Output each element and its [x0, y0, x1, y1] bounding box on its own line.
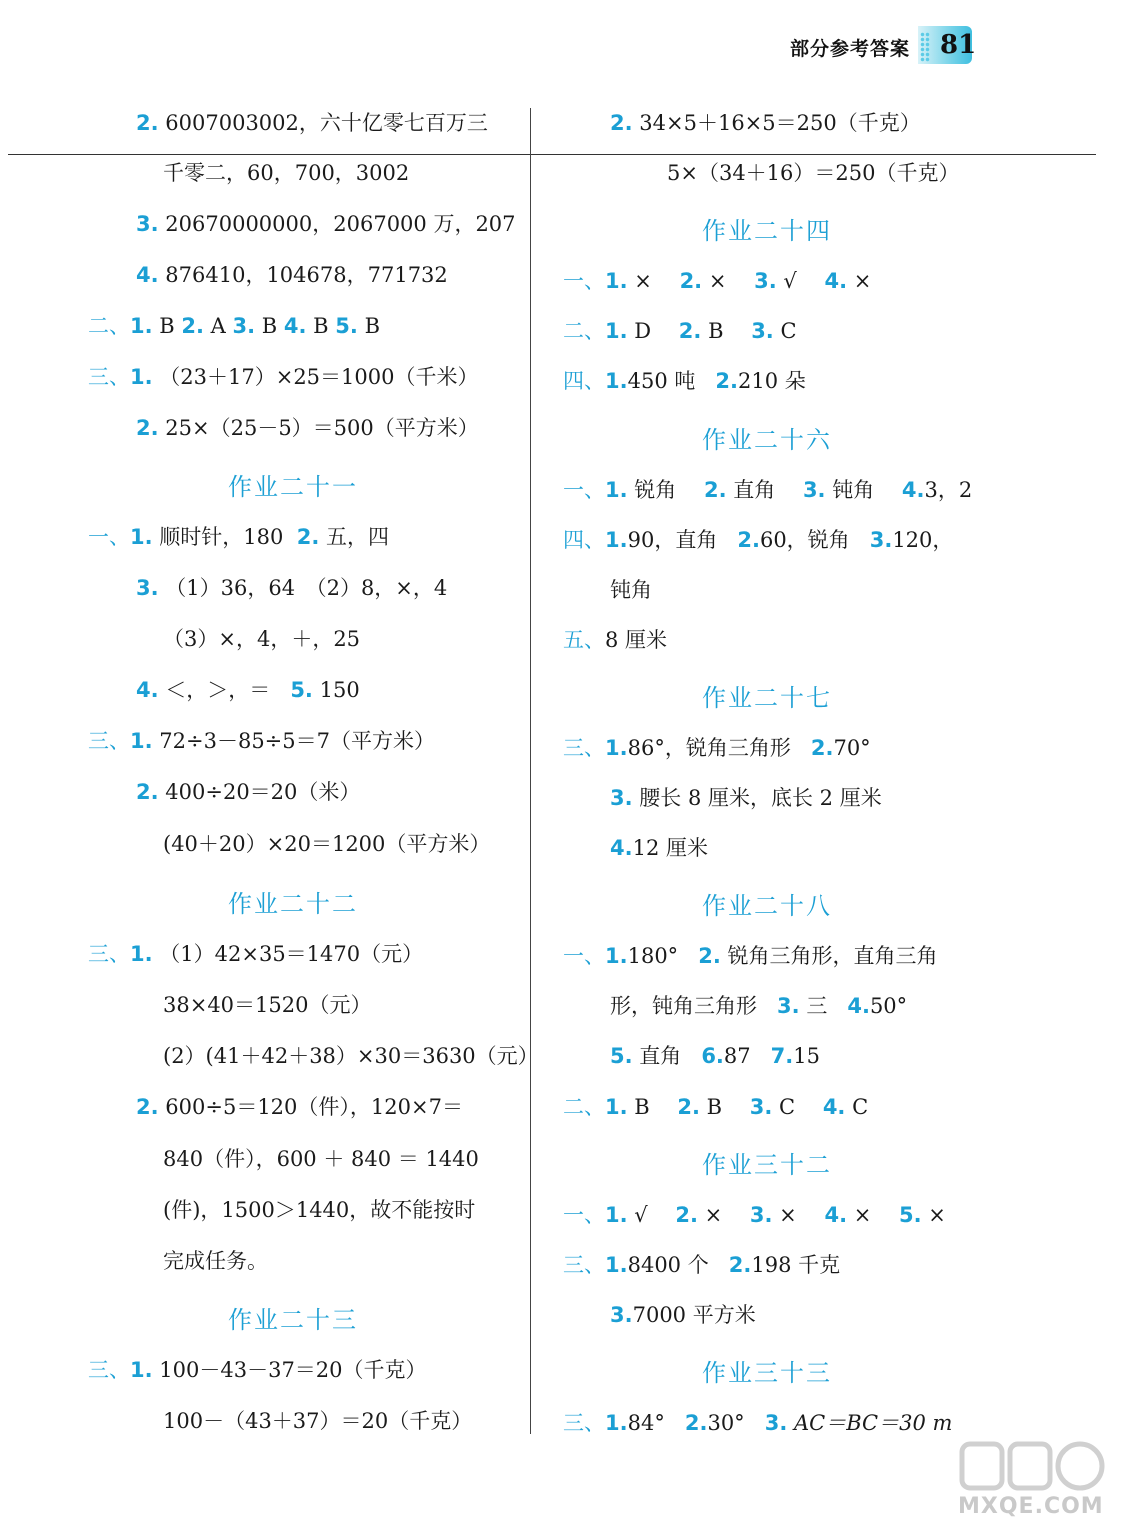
answer-line: 二、1. D 2. B 3. C	[563, 319, 797, 343]
answer-line: 三、1.84° 2.30° 3. AC＝BC＝30 m	[563, 1411, 953, 1435]
watermark-text: MXQE.COM	[958, 1494, 1104, 1519]
section-heading: 作业二十二	[228, 890, 358, 918]
section-heading: 作业二十七	[702, 684, 832, 712]
answer-line: 4. 876410，104678，771732	[136, 263, 448, 287]
answer-line: 三、1. 100－43－37＝20（千克）	[88, 1358, 427, 1382]
answer-line: 三、1.8400 个 2.198 千克	[563, 1253, 841, 1277]
header-label: 部分参考答案	[790, 38, 911, 60]
answer-line: （3）×，4，＋，25	[163, 627, 361, 651]
answer-line: 三、1.86°，锐角三角形 2.70°	[563, 736, 871, 760]
answer-line: 2. 6007003002，六十亿零七百万三	[136, 111, 488, 135]
answer-line: 三、1. （23＋17）×25＝1000（千米）	[88, 365, 479, 389]
answer-line: 三、1. （1）42×35＝1470（元）	[88, 942, 424, 966]
answer-line: 5. 直角 6.87 7.15	[610, 1044, 820, 1068]
page-number: 81	[940, 30, 977, 60]
section-heading: 作业二十三	[228, 1306, 358, 1334]
answer-line: 2. 600÷5＝120（件），120×7＝	[136, 1095, 463, 1119]
answer-line: 一、1. 顺时针，180 2. 五，四	[88, 525, 390, 549]
section-heading: 作业三十三	[702, 1359, 832, 1387]
answer-line: 5×（34＋16）＝250（千克）	[667, 161, 960, 185]
section-heading: 作业三十二	[702, 1151, 832, 1179]
answer-line: 38×40＝1520（元）	[163, 993, 372, 1017]
answer-line: 2. 34×5＋16×5＝250（千克）	[610, 111, 921, 135]
answer-line: 2. 25×（25－5）＝500（平方米）	[136, 416, 479, 440]
answer-line: (件)，1500＞1440，故不能按时	[163, 1198, 476, 1222]
answer-line: 4.12 厘米	[610, 836, 708, 860]
answer-line: 四、1.90，直角 2.60，锐角 3.120，	[563, 528, 954, 552]
answer-line: 3. 腰长 8 厘米，底长 2 厘米	[610, 786, 882, 810]
answer-line: 完成任务。	[163, 1249, 268, 1273]
answer-line: 五、8 厘米	[563, 628, 668, 652]
answer-line: 千零二，60，700，3002	[163, 161, 410, 185]
section-heading: 作业二十一	[228, 473, 358, 501]
answer-line: (2）(41＋42＋38）×30＝3630（元）	[163, 1044, 539, 1068]
answer-line: 一、1. × 2. × 3. √ 4. ×	[563, 269, 872, 293]
answer-line: 形，钝角三角形 3. 三 4.50°	[610, 994, 908, 1018]
answer-line: 四、1.450 吨 2.210 朵	[563, 369, 806, 393]
decorative-dots	[920, 32, 930, 62]
section-heading: 作业二十六	[702, 426, 832, 454]
answer-line: 三、1. 72÷3－85÷5＝7（平方米）	[88, 729, 435, 753]
answer-line: 840（件），600 ＋ 840 ＝ 1440	[163, 1147, 479, 1171]
answer-line: 一、1.180° 2. 锐角三角形，直角三角	[563, 944, 938, 968]
answer-line: 100－（43＋37）＝20（千克）	[163, 1409, 473, 1433]
answer-line: 二、1. B 2. A 3. B 4. B 5. B	[88, 314, 380, 338]
answer-line: 二、1. B 2. B 3. C 4. C	[563, 1095, 869, 1119]
answer-line: 3.7000 平方米	[610, 1303, 756, 1327]
answer-line: 4. ＜，＞，＝ 5. 150	[136, 678, 360, 702]
answer-line: (40＋20）×20＝1200（平方米）	[163, 832, 491, 856]
top-rule	[8, 154, 1096, 155]
answer-line: 一、1. 锐角 2. 直角 3. 钝角 4.3，2	[563, 478, 973, 502]
answer-line: 一、1. √ 2. × 3. × 4. × 5. ×	[563, 1203, 946, 1227]
section-heading: 作业二十四	[702, 217, 832, 245]
section-heading: 作业二十八	[702, 892, 832, 920]
answer-line: 3. 20670000000，2067000 万，207	[136, 212, 516, 236]
answer-line: 3. （1）36，64 （2）8，×，4	[136, 576, 448, 600]
answer-line: 2. 400÷20＝20（米）	[136, 780, 361, 804]
column-divider	[530, 108, 531, 1434]
answer-line: 钝角	[610, 578, 652, 602]
